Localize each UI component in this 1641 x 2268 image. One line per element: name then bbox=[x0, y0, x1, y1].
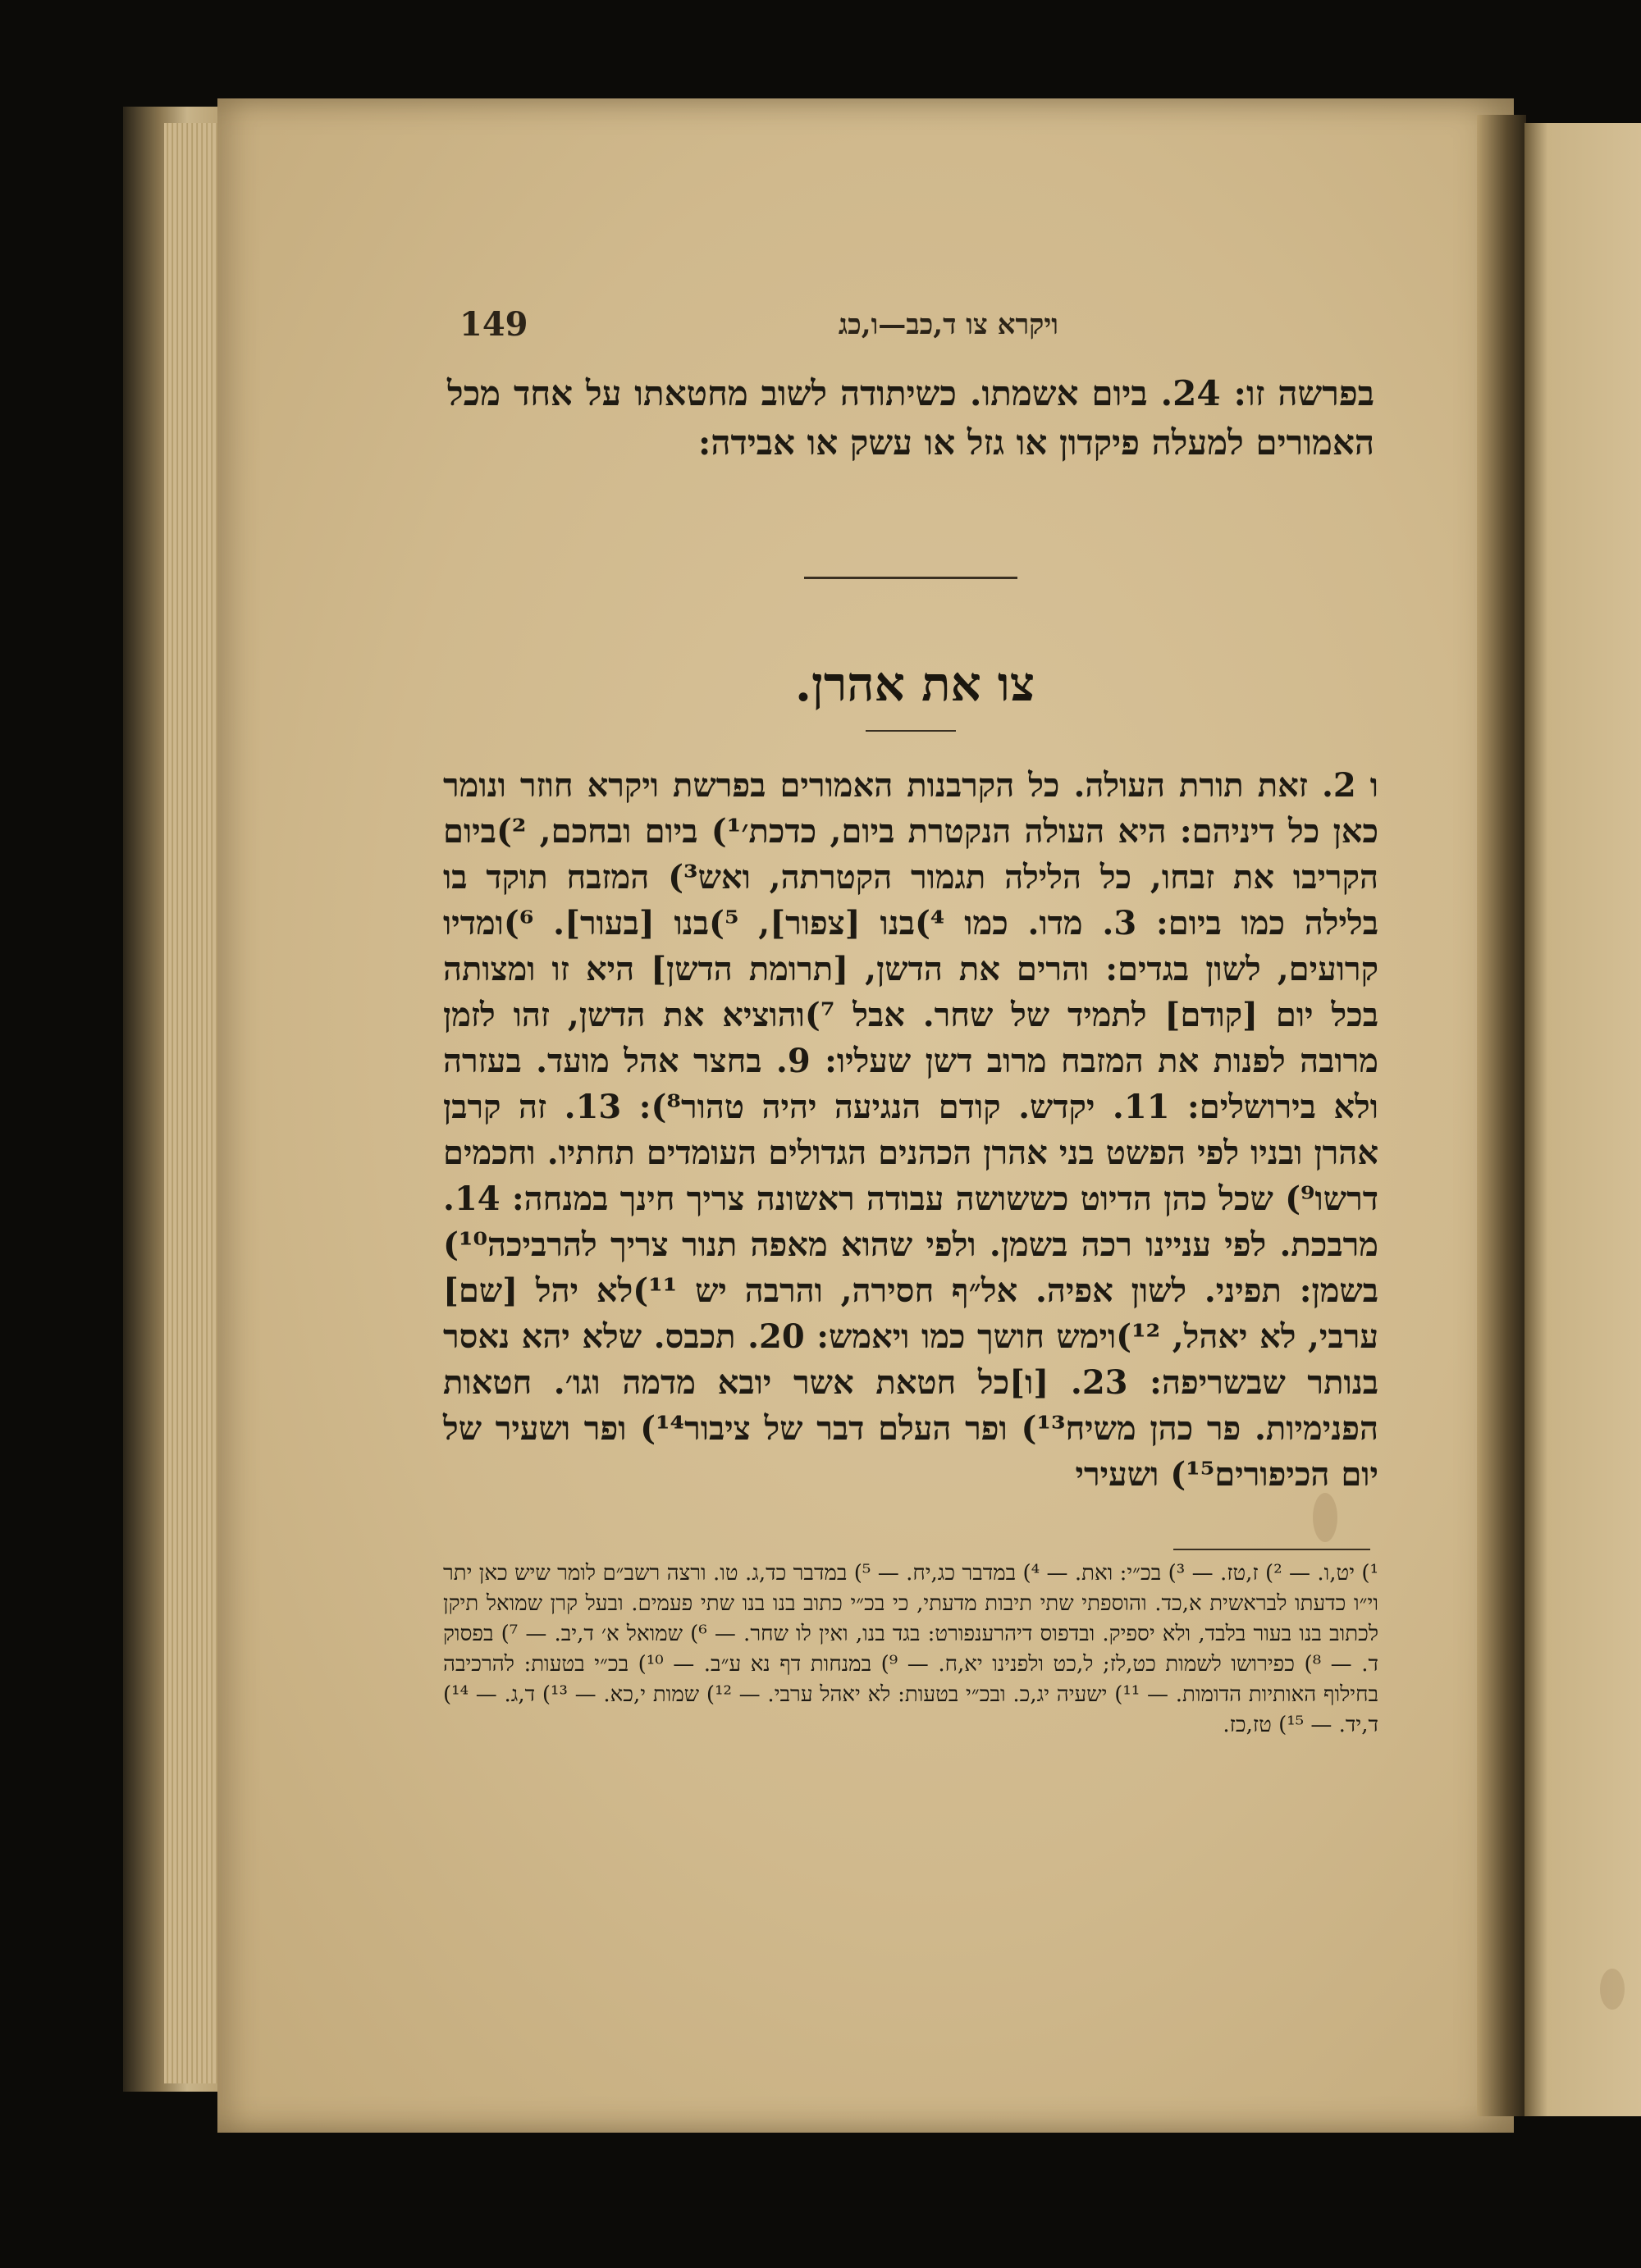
footnote-divider bbox=[1173, 1549, 1370, 1550]
paper-stain bbox=[1313, 1493, 1337, 1542]
main-commentary-text: ו 2. זאת תורת העולה. כל הקרבנות האמורים בפרשת ויקרא חוזר ונומר כאן כל דיניהם: היא העולה הנקטרת ביום, כדכת׳¹) ביום ובחכם, ²)ביום הקריבו את זבחו, כל הלילה תגמור הקטרתה, ואש³) המזבח תוקד בו בלילה כמו ביום: 3. מדו. כמו ⁴)בנו [צפור], ⁵)בנו [בעור]. ⁶)ומדיו קרועים, לשון בגדים: והרים את הדשן, [תרומת הדשן] היא זו ומצותה בכל יום [קודם] לתמיד של שחר. אבל ⁷)והוציא את הדשן, זהו לזמן מרובה לפנות את המזבח מרוב דשן שעליו: 9. בחצר אהל מועד. בעזרה ולא בירושלים: 11. יקדש. קודם הנגיעה יהיה טהור⁸): 13. זה קרבן אהרן ובניו לפי הפשט בני אהרן הכהנים הגדולים העומדים תחתיו. וחכמים דרשו⁹) שכל כהן הדיוט כששושה עבודה ראשונה צריך חינך במנחה: 14. מרבכת. לפי עניינו רכה בשמן. ולפי שהוא מאפה תנור צריך להרביכה¹⁰) בשמן: תפיני. לשון אפיה. אל״ף חסירה, והרבה יש ¹¹)לא יהל [שם] ערבי, לא יאהל, ¹²)וימש חושך כמו ויאמש: 20. תכבס. שלא יהא נאסר בנותר שבשריפה: 23. [ו]כל חטאת אשר יובא מדמה וגו׳. חטאות הפנימיות. פר כהן משיח¹³) ופר העלם דבר של ציבור¹⁴) ופר ושעיר של יום הכיפורים¹⁵) ושעירי bbox=[443, 766, 1379, 1494]
paper-stain bbox=[1600, 1969, 1625, 2010]
running-head bbox=[459, 305, 1058, 354]
section-title: צו את אהרן. bbox=[794, 656, 1035, 712]
running-head-text: ויקרא צו ד,כב—ו,כג bbox=[838, 308, 1058, 341]
facing-page-edge bbox=[1524, 123, 1641, 2116]
section-divider bbox=[804, 577, 1017, 579]
title-underline bbox=[866, 730, 956, 732]
page-number: 149 bbox=[459, 305, 528, 344]
top-paragraph: בפרשה זו: 24. ביום אשמתו. כשיתודה לשוב מחטאתו על אחד מכל האמורים למעלה פיקדון או גזל או עשק או אבידה: bbox=[447, 373, 1374, 463]
footnotes: ¹) יט,ו. — ²) ז,טז. — ³) בכ״י: ואת. — ⁴) במדבר כג,יח. — ⁵) במדבר כד,ג. טו. ורצה רשב״ם לומר שיש כאן יתר וי״ו כדעתו לבראשית א,כד. והוספתי שתי תיבות מדעתי, כי בכ״י כתוב בנו בנו שתי פעמים. ובעל קרן שמואל תיקן לכתוב בנו בעור בלבד, ולא יספיק. ובדפוס דיהרענפורט: בגד בנו, ואין לו שחר. — ⁶) שמואל א׳ ד,יב. — ⁷) בפסוק ד. — ⁸) כפירושו לשמות כט,לז; ל,כט ולפנינו יא,ח. — ⁹) במנחות דף נא ע״ב. — ¹⁰) בכ״י בטעות: להרכיבה בחילוף האותיות הדומות. — ¹¹) ישעיה יג,כ. ובכ״י בטעות: לא יאהל ערבי. — ¹²) שמות י,כא. — ¹³) ד,ג. — ¹⁴) ד,יד. — ¹⁵) טז,כז. bbox=[443, 1561, 1379, 1737]
book-gutter bbox=[1477, 115, 1526, 2116]
